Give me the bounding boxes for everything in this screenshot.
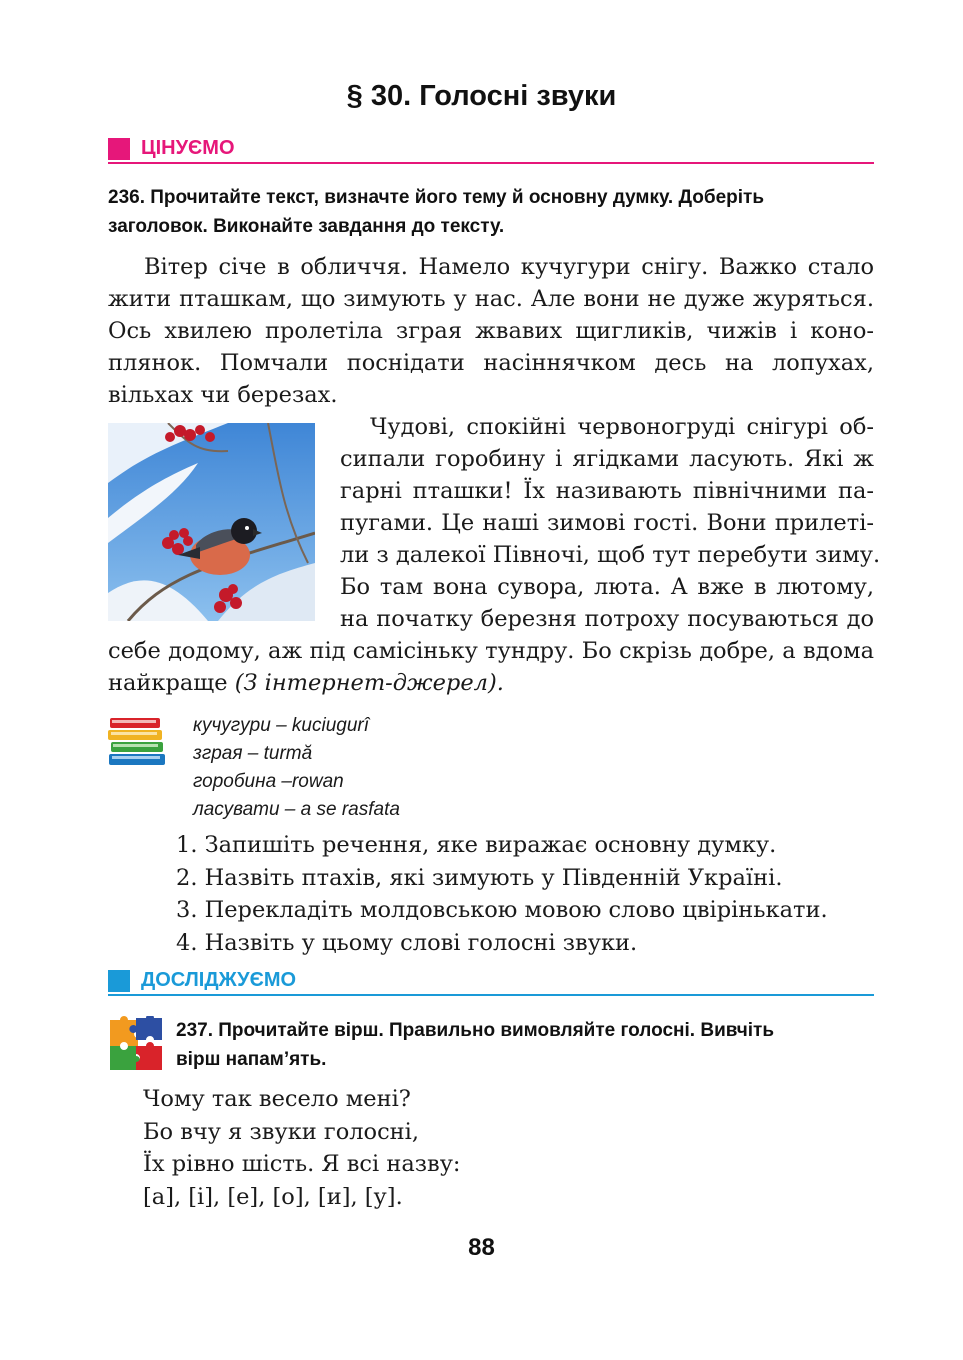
vocab-item: горобина –rowan	[193, 771, 344, 792]
question-item: 1. Запишіть речення, яке виражає основну думку.	[176, 832, 777, 858]
text-line: Вітер січе в обличчя. Намело кучугури снігу. Важко стало	[144, 254, 874, 280]
section-header-values	[108, 134, 874, 164]
question-item: 3. Перекладіть молдовською мовою слово цвірінькати.	[176, 897, 828, 923]
text-source: (З інтернет-джерел).	[234, 670, 504, 696]
text-line: плянок. Помчали поснідати насіннячком десь на лопухах,	[108, 350, 874, 376]
text-paragraph-2-tail	[108, 635, 874, 699]
task-237	[176, 1016, 874, 1074]
vocab-item: кучугури – kuciugurî	[193, 715, 370, 736]
task-line: заголовок. Виконайте завдання до тексту.	[108, 216, 505, 237]
text-line: Бо там вона сувора, люта. А вже в лютому,	[340, 574, 874, 600]
vocab-item: ласувати – a se rasfata	[193, 799, 400, 820]
text-line: пугами. Це наші зимові гості. Вони прилеті-	[340, 510, 874, 536]
task-line: 236. Прочитайте текст, визначте його тему й основну думку. Доберіть	[108, 187, 765, 208]
page-title: § 30. Голосні звуки	[346, 80, 617, 112]
text-paragraph-2-wrap	[340, 411, 881, 635]
poem-line: Бо вчу я звуки голосні,	[143, 1118, 420, 1145]
task-236	[108, 183, 874, 241]
text-line: гарні пташки! Їх називають північними па-	[340, 478, 874, 504]
vocabulary-list	[193, 712, 400, 824]
text-line: жити пташкам, що зимують у нас. Але вони не дуже журяться.	[108, 286, 874, 312]
text-line: Ось хвилею пролетіла зграя жвавих щигликів, чижів і коно-	[108, 318, 874, 344]
text-line: сипали горобину і ягідками ласують. Які ж	[340, 446, 874, 472]
text-line: Чудові, спокійні червоногруді снігурі об-	[370, 414, 874, 440]
poem-line: Їх рівно шість. Я всі назву:	[143, 1151, 461, 1177]
poem-line: [а], [і], [е], [о], [и], [у].	[143, 1183, 403, 1210]
poem-line: Чому так весело мені?	[143, 1086, 411, 1112]
puzzle-icon	[106, 1016, 164, 1072]
questions-list	[176, 829, 828, 959]
text-line: себе додому, аж під самісіньку тундру. Бо скрізь добре, а вдома	[108, 638, 874, 664]
question-item: 4. Назвіть у цьому слові голосні звуки.	[176, 929, 638, 956]
text-paragraph-1	[108, 251, 874, 411]
text-line: на початку березня потроху посуваються до	[340, 606, 874, 632]
vocab-item: зграя – turmă	[193, 743, 313, 764]
bullfinch-image	[108, 423, 315, 621]
section-label: ЦІНУЄМО	[141, 137, 235, 159]
question-item: 2. Назвіть птахів, які зимують у Південній Україні.	[176, 864, 783, 891]
section-header-explore	[108, 966, 874, 996]
section-marker	[108, 970, 130, 992]
task-line: 237. Прочитайте вірш. Правильно вимовляйте голосні. Вивчіть	[176, 1020, 775, 1041]
task-line: вірш напам’ять.	[176, 1049, 327, 1070]
poem	[143, 1083, 461, 1213]
section-rule	[108, 162, 874, 164]
text-line: ли з далекої Півночі, щоб тут перебути зиму.	[340, 542, 881, 568]
bullfinch-photo	[108, 423, 315, 621]
text-line: вільхах чи березах.	[108, 382, 338, 408]
section-rule	[108, 994, 874, 996]
page-number: 88	[468, 1234, 495, 1261]
section-label: ДОСЛІДЖУЄМО	[141, 969, 297, 991]
books-icon	[108, 716, 168, 770]
section-marker	[108, 138, 130, 160]
text-line: найкраще	[108, 670, 228, 696]
